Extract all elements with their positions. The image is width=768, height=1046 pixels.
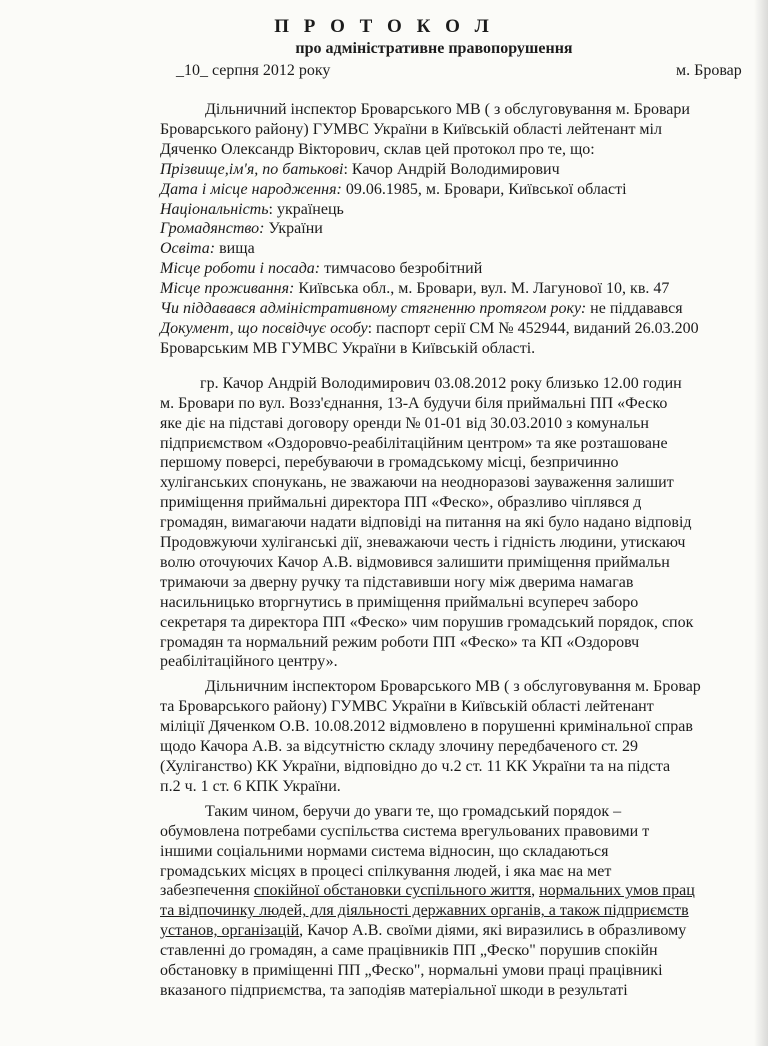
underlined-phrase: нормальних умов прац [539, 882, 695, 900]
incident-line: громадян та нормальний режим роботи ПП «Феско» та КП «Оздоровч [160, 633, 640, 651]
field-label: Прізвище,ім'я, по батькові [160, 160, 344, 178]
incident-line: приміщення приймальні директора ПП «Феско», образливо чіплявся д [160, 494, 642, 512]
conclusion-line: ставленні до громадян, а саме працівників ПП „Феско" порушив спокійн [160, 942, 658, 960]
refusal-line: міліції Дяченком О.В. 10.08.2012 відмовлено в порушенні кримінальної справ [160, 718, 693, 736]
field-label: Документ, що посвідчує особу [160, 319, 368, 337]
field-value: України [264, 220, 323, 238]
incident-line: першому поверсі, перебуваючи в громадському місці, безпричинно [160, 454, 619, 472]
refusal-line: щодо Качора А.В. за відсутністю складу злочину передбаченого ст. 29 [160, 738, 639, 756]
conclusion-line: обумовлена потребами суспільства система врегульованих правовими т [160, 822, 650, 840]
field-label: Національність [160, 200, 269, 218]
field-penalties [160, 299, 768, 319]
page-edge-shadow [754, 0, 768, 1046]
incident-line: реабілітаційного центру». [160, 653, 338, 671]
refusal-line: Дільничним інспектором Броварського МВ ( з обслуговування м. Бровар [205, 678, 701, 696]
field-value: Київська обл., м. Бровари, вул. М. Лагунової 10, кв. 47 [294, 280, 670, 298]
incident-line: підприємством «Оздоровчо-реабілітаційним центром» та яке розташоване [160, 434, 668, 452]
field-nationality [160, 200, 768, 220]
field-label: Дата і місце народження: [160, 180, 342, 198]
field-value: : паспорт серії СМ № 452944, виданий 26.03.200 [367, 319, 699, 337]
field-citizenship [160, 219, 768, 239]
conclusion-line [160, 901, 768, 921]
refusal-line: та Броварського району) ГУМВС України в Київській області лейтенант [160, 698, 654, 716]
incident-line: Продовжуючи хуліганські дії, зневажаючи честь і гідність людини, утискаюч [160, 534, 686, 552]
conclusion-line: Таким чином, беручи до уваги те, що громадський порядок – [205, 802, 622, 820]
document-subtitle: про адміністративне правопорушення [295, 40, 573, 57]
incident-line: громадян, вимагаючи надати відповіді на питання на які було надано відповід [160, 514, 692, 532]
document-body [160, 100, 768, 1001]
field-label: Освіта: [160, 240, 216, 258]
incident-line: гр. Качор Андрій Володимирович 03.08.2012 року близько 12.00 годин [200, 374, 682, 392]
protocol-city: м. Бровар [676, 62, 742, 79]
field-label: Чи піддавався адміністративному стягненню протягом року: [160, 300, 587, 318]
field-label: Місце роботи і посада: [160, 260, 321, 278]
field-id-document [160, 319, 768, 339]
incident-line: секретаря та директора ПП «Феско» чим порушив громадський порядок, спок [160, 613, 694, 631]
field-value: 09.06.1985, м. Бровари, Київської області [341, 180, 627, 198]
field-birth [160, 180, 768, 200]
field-value: : Качор Андрій Володимирович [343, 160, 560, 178]
conclusion-line: обстановку в приміщенні ПП „Феско", нормальні умови праці працівникі [160, 962, 663, 980]
intro-line: Броварського району) ГУМВС України в Київській області лейтенант міл [160, 120, 662, 138]
incident-line: волю оточуючих Качор А.В. відмовився залишити приміщення приймальн [160, 553, 670, 571]
incident-line: м. Бровари по вул. Возз'єднання, 13-А будучи біля приймальні ПП «Феско [160, 394, 668, 412]
date-place-row [176, 62, 768, 80]
field-value: вища [215, 240, 255, 258]
protocol-date: _10_ серпня 2012 року [176, 62, 331, 79]
field-residence [160, 279, 768, 299]
conclusion-text: забезпечення [160, 882, 254, 900]
conclusion-line: іншими соціальними нормами система відносин, що складаються [160, 842, 609, 860]
incident-line: яке діє на підставі договору оренди № 01-01 від 30.03.2010 з комунальн [160, 414, 649, 432]
conclusion-line [160, 921, 768, 941]
underlined-phrase: та відпочинку людей, для діяльності державних органів, а також підприємств [160, 902, 689, 920]
underlined-phrase: установ, організацій [160, 922, 300, 940]
field-full-name [160, 160, 768, 180]
field-id-document-cont: Броварським МВ ГУМВС України в Київській області. [160, 339, 536, 357]
conclusion-line [160, 881, 768, 901]
incident-line: тримаючи за дверну ручку та підставивши ногу між дверима намагав [160, 573, 634, 591]
field-label: Місце проживання: [160, 280, 295, 298]
refusal-line: (Хуліганство) КК України, відповідно до ч.2 ст. 11 КК України та на підста [160, 758, 671, 775]
field-label: Громадянство: [160, 220, 265, 238]
field-value: не піддавався [586, 300, 683, 318]
field-education [160, 239, 768, 259]
field-workplace [160, 259, 768, 279]
field-value: тимчасово безробітний [320, 260, 483, 278]
conclusion-text: , [531, 882, 540, 900]
incident-line: хуліганських спонукань, не зважаючи на неодноразові зауваження залишит [160, 474, 674, 492]
underlined-phrase: спокійної обстановки суспільного життя [253, 882, 532, 900]
field-value: : українець [268, 200, 344, 218]
conclusion-line: вказаного підприємства, та заподіяв матеріальної шкоди в результаті [160, 981, 628, 999]
intro-line: Дяченко Олександр Вікторович, склав цей протокол про те, що: [160, 140, 595, 158]
conclusion-line: громадських місцях в процесі спілкування людей, і яка має на мет [160, 862, 612, 880]
incident-line: насильницько вторгнутись в приміщення приймальні всупереч заборо [160, 593, 639, 611]
document-title: П Р О Т О К О Л [274, 16, 494, 37]
intro-line: Дільничний інспектор Броварського МВ ( з обслуговування м. Бровари [205, 101, 690, 118]
conclusion-text: , Качор А.В. своїми діями, які виразились в образливому [299, 922, 687, 940]
refusal-line: п.2 ч. 1 ст. 6 КПК України. [160, 777, 341, 795]
